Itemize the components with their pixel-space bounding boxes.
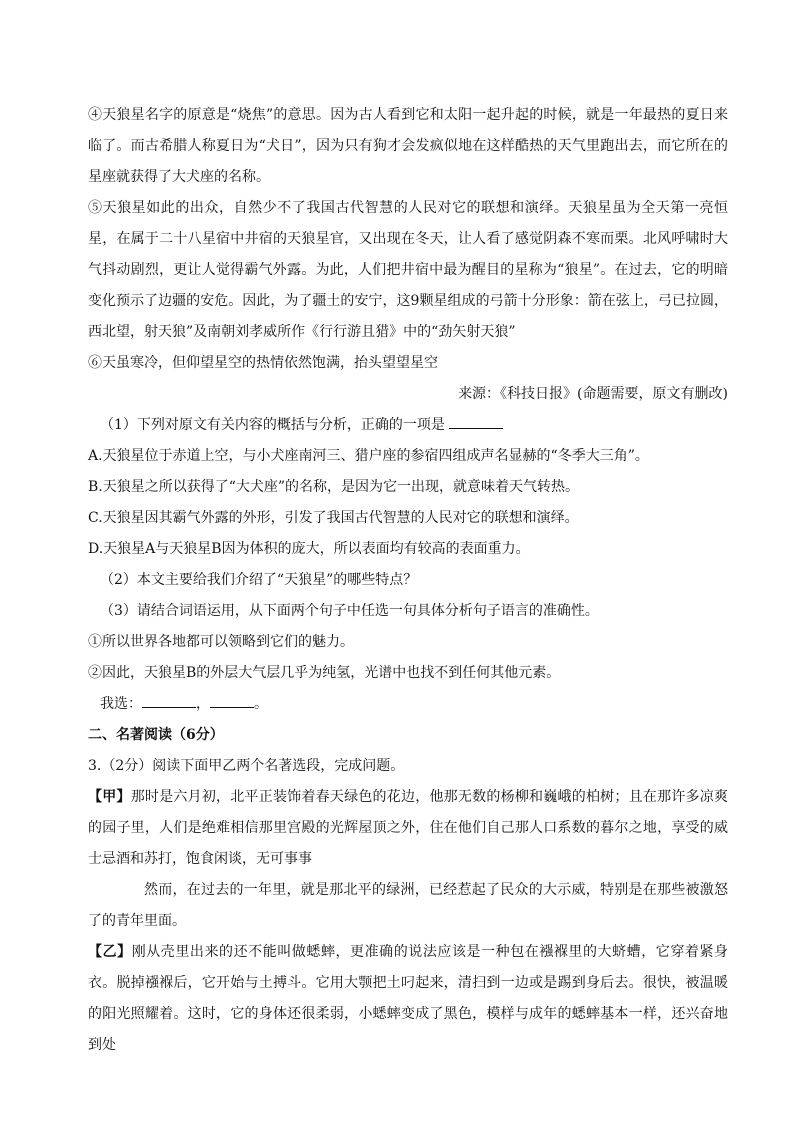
option-c: C.天狼星因其霸气外露的外形，引发了我国古代智慧的人民对它的联想和演绎。: [88, 510, 579, 526]
paragraph-5: ⑤天狼星如此的出众，自然少不了我国古代智慧的人民对它的联想和演绎。天狼星虽为全天第一亮恒星，在属于二十八星宿中井宿的天狼星官，又出现在冬天，让人看了感觉阴森不寒而栗。北风呼啸时大气抖动剧烈，更让人觉得霸气外露。为此，人们把井宿中最为醒目的星称为“狼星”。在过去，它的明暗变化预示了边疆的安危。因此，为了疆土的安宁，这9颗星组成的弓箭十分形象：箭在弦上，弓已拉圆，西北望，射天狼”及南朝刘孝威所作《行行游且猎》中的“劲矢射天狼”: [88, 200, 728, 340]
option-a: A.天狼星位于赤道上空，与小犬座南河三、猎户座的参宿四组成声名显赫的“冬季大三角”。: [88, 448, 649, 464]
excerpt-jia-2: 然而，在过去的一年里，就是那北平的绿洲，已经惹起了民众的大示威，特别是在那些被激怒了的青年里面。: [88, 882, 728, 929]
yi-text: 刚从壳里出来的还不能叫做蟋蟀，更准确的说法应该是一种包在襁褓里的大蛴螬，它穿着紧身衣。脱掉襁褓后，它开始与土搏斗。它用大颚把土叼起来，清扫到一边或是踢到身后去。很快，被温暖的阳光照耀着。这时，它的身体还很柔弱，小蟋蟀变成了黑色，模样与成年的蟋蟀基本一样，还兴奋地到处: [88, 944, 729, 1053]
sentence-2: ②因此，天狼星B的外层大气层几乎为纯氢，光谱中也找不到任何其他元素。: [88, 665, 561, 681]
answer-blank-1[interactable]: [449, 412, 503, 429]
choose-line: [88, 689, 728, 720]
question-1-text: （1）下列对原文有关内容的概括与分析，正确的一项是: [100, 417, 445, 433]
question-1: [88, 410, 728, 441]
source-line: 来源：《科技日报》(命题需要，原文有删改): [458, 386, 728, 402]
excerpt-yi: [88, 937, 728, 1061]
choose-separator: ，: [196, 696, 210, 712]
item-3: 3.（2分）阅读下面甲乙两个名著选段，完成问题。: [88, 758, 405, 774]
section-2-heading: 二、名著阅读（6分）: [88, 727, 224, 743]
choose-label: 我选：: [100, 696, 142, 712]
sentence-1: ①所以世界各地都可以领略到它们的魅力。: [88, 634, 354, 650]
question-3: （3）请结合词语运用，从下面两个句子中任选一句具体分析句子语言的准确性。: [100, 603, 599, 619]
paragraph-4: ④天狼星名字的原意是“烧焦”的意思。因为古人看到它和太阳一起升起的时候，就是一年最热的夏日来临了。而古希腊人称夏日为“犬日”，因为只有狗才会发疯似地在这样酷热的天气里跑出去，而它所在的星座就获得了大犬座的名称。: [88, 107, 728, 185]
option-d: D.天狼星A与天狼星B因为体积的庞大，所以表面均有较高的表面重力。: [88, 541, 530, 557]
excerpt-jia: [88, 782, 728, 875]
choose-blank-2[interactable]: [210, 691, 254, 708]
choose-end: 。: [254, 696, 268, 712]
jia-tag: 【甲】: [88, 789, 131, 805]
option-b: B.天狼星之所以获得了“大犬座”的名称，是因为它一出现，就意味着天气转热。: [88, 479, 580, 495]
document-body: [88, 100, 728, 1061]
question-2: （2）本文主要给我们介绍了“天狼星”的哪些特点？: [100, 572, 418, 588]
choose-blank-1[interactable]: [142, 691, 196, 708]
paragraph-6: ⑥天虽寒冷，但仰望星空的热情依然饱满，抬头望望星空: [88, 355, 438, 371]
jia-text: 那时是六月初，北平正装饰着春天绿色的花边，他那无数的杨柳和巍峨的柏树；且在那许多凉爽的园子里，人们是绝难相信那里宫殿的光辉屋顶之外，住在他们自己那人口系数的暮尔之地，享受的威士忌酒和苏打，饱食闲谈，无可事事: [88, 789, 729, 867]
yi-tag: 【乙】: [88, 944, 132, 960]
